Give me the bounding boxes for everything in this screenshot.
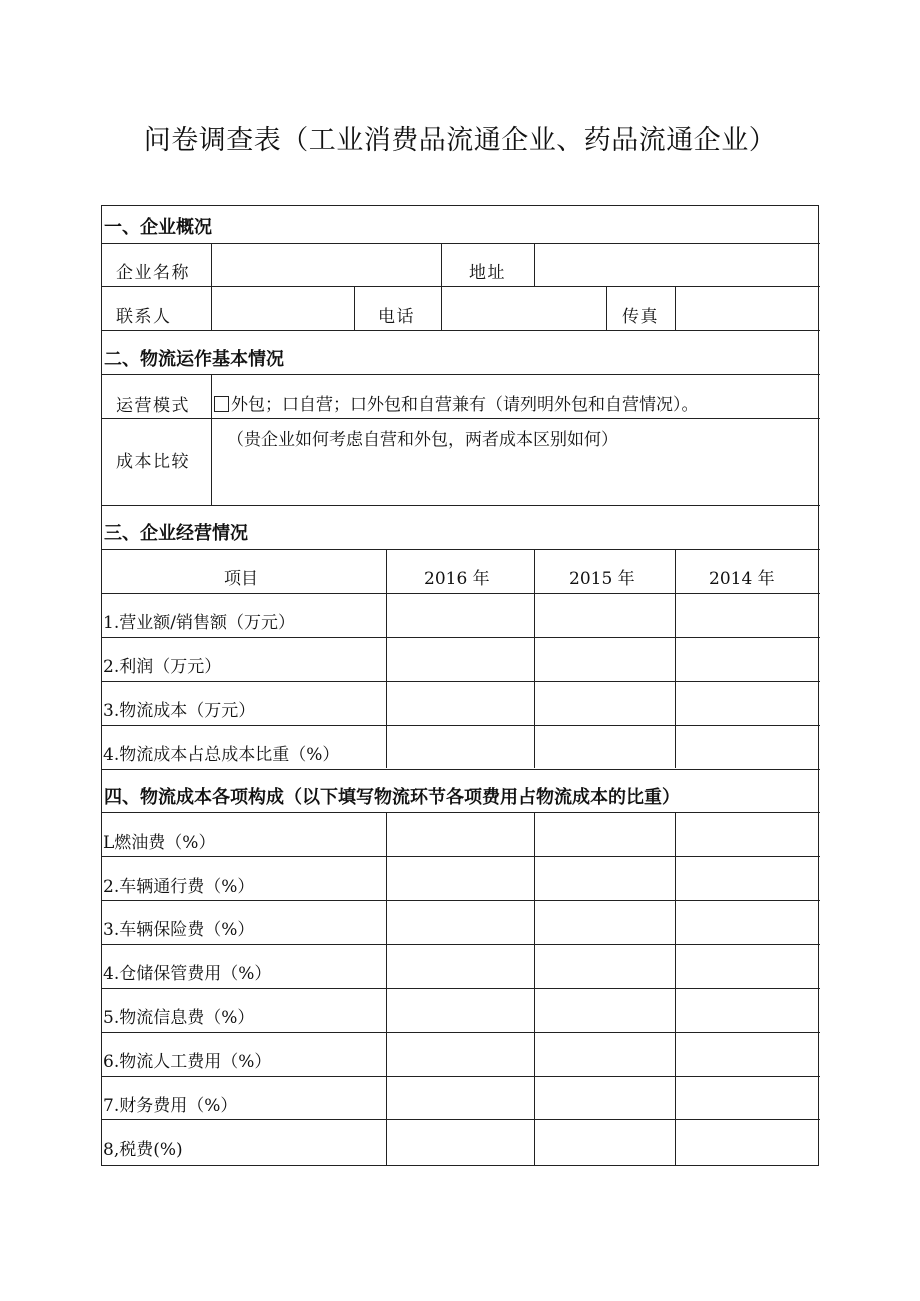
table-cell-input[interactable] — [387, 594, 534, 637]
phone-label: 电话 — [378, 307, 415, 327]
cost-row-label: 5.物流信息费（%） — [103, 1008, 255, 1028]
cost-comparison-field[interactable] — [212, 454, 819, 504]
table-cell-input[interactable] — [676, 989, 819, 1032]
outsource-option: 外包； — [231, 395, 282, 415]
table-cell-input[interactable] — [387, 1120, 534, 1165]
column-header-year: 2016 年 — [424, 569, 490, 589]
table-cell-input[interactable] — [676, 857, 819, 900]
table-cell-input[interactable] — [676, 1077, 819, 1119]
business-row-label: 4.物流成本占总成本比重（%） — [103, 745, 340, 765]
table-cell-input[interactable] — [535, 1033, 675, 1076]
cost-row-label: 8,税费(%) — [103, 1140, 183, 1160]
cost-row-label: 6.物流人工费用（%） — [103, 1052, 272, 1072]
table-cell-input[interactable] — [676, 594, 819, 637]
self-operated-option[interactable]: 口自营； — [282, 395, 350, 415]
column-header-item: 项目 — [224, 569, 258, 589]
table-cell-input[interactable] — [535, 989, 675, 1032]
section-heading-business-status: 三、企业经营情况 — [104, 523, 248, 544]
row-divider — [102, 549, 820, 550]
table-cell-input[interactable] — [387, 945, 534, 988]
table-cell-input[interactable] — [535, 1077, 675, 1119]
table-cell-input[interactable] — [387, 989, 534, 1032]
table-cell-input[interactable] — [676, 638, 819, 681]
cost-row-label: 3.车辆保险费（%） — [103, 920, 255, 940]
table-cell-input[interactable] — [387, 638, 534, 681]
table-cell-input[interactable] — [387, 813, 534, 856]
section-heading-company-overview: 一、企业概况 — [104, 217, 212, 238]
outsource-checkbox[interactable] — [214, 396, 229, 412]
cost-row-label: 7.财务费用（%） — [103, 1096, 238, 1116]
table-cell-input[interactable] — [535, 813, 675, 856]
business-row-label: 2.利润（万元） — [103, 657, 222, 677]
table-cell-input[interactable] — [387, 726, 534, 769]
table-cell-input[interactable] — [535, 857, 675, 900]
cost-row-label: 2.车辆通行费（%） — [103, 877, 255, 897]
table-cell-input[interactable] — [387, 1033, 534, 1076]
table-cell-input[interactable] — [535, 682, 675, 725]
table-cell-input[interactable] — [387, 682, 534, 725]
company-name-field[interactable] — [212, 244, 441, 286]
cost-comparison-label: 成本比较 — [116, 452, 190, 472]
table-cell-input[interactable] — [676, 682, 819, 725]
page-title: 问卷调查表（工业消费品流通企业、药品流通企业） — [143, 125, 777, 156]
cost-comparison-prompt: （贵企业如何考虑自营和外包，两者成本区别如何） — [227, 430, 618, 450]
section-heading-logistics-operations: 二、物流运作基本情况 — [104, 349, 284, 370]
address-field[interactable] — [535, 244, 819, 286]
table-cell-input[interactable] — [535, 638, 675, 681]
col-divider — [441, 243, 442, 286]
row-divider — [102, 505, 820, 506]
table-cell-input[interactable] — [387, 901, 534, 944]
table-cell-input[interactable] — [676, 726, 819, 769]
table-cell-input[interactable] — [535, 594, 675, 637]
fax-field[interactable] — [676, 287, 819, 330]
table-cell-input[interactable] — [676, 901, 819, 944]
contact-label: 联系人 — [116, 307, 172, 327]
table-cell-input[interactable] — [535, 945, 675, 988]
address-label: 地址 — [469, 263, 506, 283]
business-row-label: 3.物流成本（万元） — [103, 701, 256, 721]
col-divider — [354, 286, 355, 330]
table-cell-input[interactable] — [387, 857, 534, 900]
table-cell-input[interactable] — [676, 1033, 819, 1076]
row-divider — [102, 769, 820, 770]
cost-row-label: 4.仓储保管费用（%） — [103, 964, 272, 984]
col-divider — [606, 286, 607, 330]
survey-form — [101, 205, 819, 1166]
business-row-label: 1.营业额/销售额（万元） — [103, 613, 295, 633]
table-cell-input[interactable] — [387, 1077, 534, 1119]
phone-field[interactable] — [442, 287, 606, 330]
row-divider — [102, 374, 820, 375]
table-cell-input[interactable] — [676, 945, 819, 988]
table-cell-input[interactable] — [535, 726, 675, 769]
table-cell-input[interactable] — [676, 1120, 819, 1165]
mixed-option[interactable]: 口外包和自营兼有（请列明外包和自营情况）。 — [350, 395, 699, 415]
section-heading-cost-composition: 四、物流成本各项构成（以下填写物流环节各项费用占物流成本的比重） — [104, 787, 680, 808]
contact-field[interactable] — [212, 287, 354, 330]
table-cell-input[interactable] — [535, 901, 675, 944]
operation-mode-label: 运营模式 — [116, 396, 190, 416]
table-cell-input[interactable] — [535, 1120, 675, 1165]
column-header-year: 2014 年 — [709, 569, 775, 589]
cost-row-label: L燃油费（%） — [103, 833, 216, 853]
company-name-label: 企业名称 — [116, 263, 190, 283]
row-divider — [102, 330, 820, 331]
table-cell-input[interactable] — [676, 813, 819, 856]
operation-mode-options — [214, 395, 699, 415]
fax-label: 传真 — [622, 307, 659, 327]
column-header-year: 2015 年 — [569, 569, 635, 589]
row-divider — [102, 418, 820, 419]
